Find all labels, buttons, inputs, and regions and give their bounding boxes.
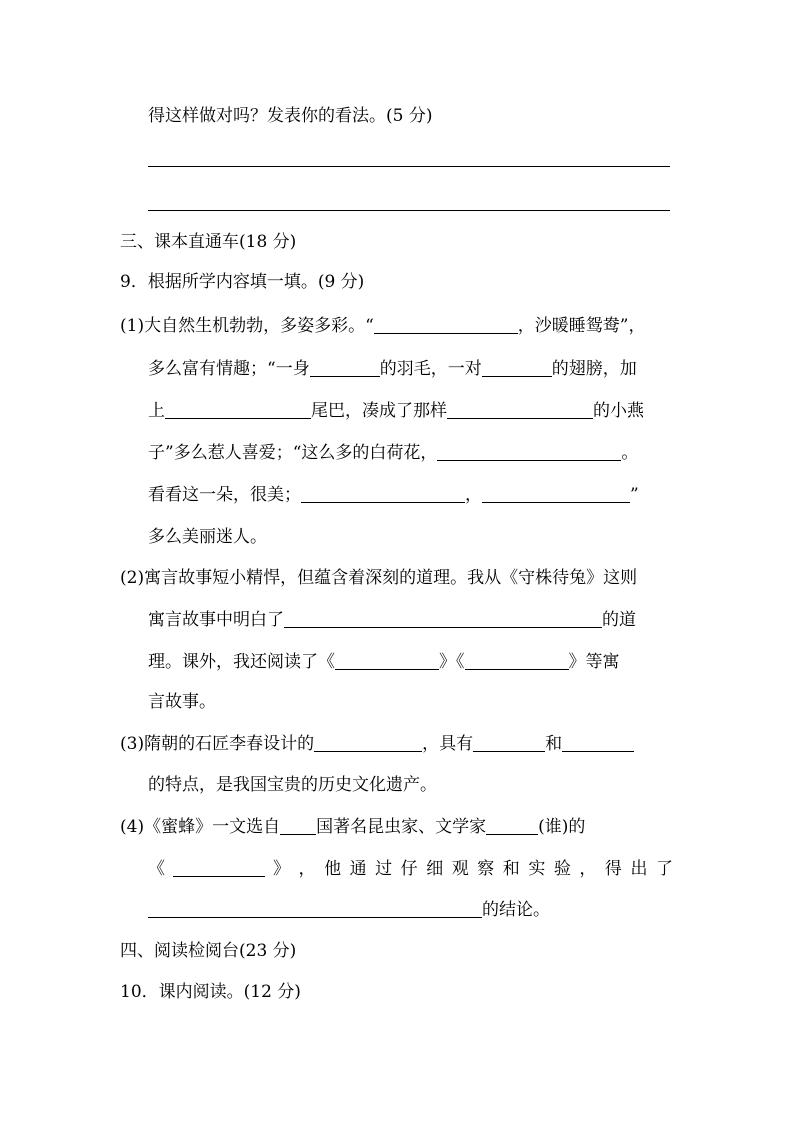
q9-p2-text: 寓言故事中明白了 xyxy=(148,610,284,630)
intro-line: 得这样做对吗？发表你的看法。(5 分) xyxy=(148,106,433,126)
q9-p4-line2 xyxy=(148,857,673,881)
q9-p2-line1: (2)寓言故事短小精悍，但蕴含着深刻的道理。我从《守株待兔》这则 xyxy=(120,568,638,588)
q9-p2-text: 理。课外，我还阅读了《 xyxy=(148,652,335,672)
fill-blank[interactable] xyxy=(562,733,634,752)
fill-blank[interactable] xyxy=(148,899,482,918)
q9-p4-text: (4)《蜜蜂》一文选自 xyxy=(120,817,281,837)
q9-p4-char: ， xyxy=(579,859,597,879)
q9-p4-line1 xyxy=(120,815,585,839)
q9-p3-text: ，具有 xyxy=(422,734,474,754)
q9-p1-line3 xyxy=(148,399,644,423)
q9-p1-text: ” xyxy=(630,485,639,505)
q9-p1-line6: 多么美丽迷人。 xyxy=(148,527,267,547)
fill-blank[interactable] xyxy=(447,400,593,419)
q9-p2-line2 xyxy=(148,608,636,632)
fill-blank[interactable] xyxy=(314,733,422,752)
fill-blank[interactable] xyxy=(173,858,265,877)
q9-p1-text: ，沙暖睡鸳鸯”， xyxy=(517,316,646,336)
q9-p1-line2 xyxy=(148,357,637,381)
q9-p4-char: ， xyxy=(298,859,316,879)
q9-p1-line5 xyxy=(148,483,639,507)
fill-blank[interactable] xyxy=(465,651,569,670)
q9-p1-line1 xyxy=(120,314,645,338)
q9-p4-char: 察 xyxy=(477,859,495,879)
q9-p2-text: 的道 xyxy=(602,610,636,630)
fill-blank[interactable] xyxy=(165,400,311,419)
fill-blank[interactable] xyxy=(335,651,439,670)
q9-p3-text: (3)隋朝的石匠李春设计的 xyxy=(120,734,315,754)
q9-p1-text: ， xyxy=(465,485,482,505)
q10-title: 10．课内阅读。(12 分) xyxy=(120,982,301,1002)
q9-p1-line4 xyxy=(148,441,638,465)
q9-p4-char: 细 xyxy=(426,859,444,879)
q9-p1-text: 的翅膀，加 xyxy=(551,359,637,379)
section4-heading: 四、阅读检阅台(23 分) xyxy=(120,941,297,961)
q9-p1-text: 上 xyxy=(148,401,165,421)
fill-blank[interactable] xyxy=(486,816,538,835)
q9-p4-char: 得 xyxy=(604,859,622,879)
q9-p2-line3 xyxy=(148,650,620,674)
q9-p1-text: 的羽毛，一对 xyxy=(379,359,482,379)
q9-p4-char: 了 xyxy=(655,859,673,879)
q9-p1-text: 尾巴，凑成了那样 xyxy=(311,401,447,421)
answer-line-2[interactable] xyxy=(148,210,670,211)
q9-p4-text: 的结论。 xyxy=(482,900,550,920)
q9-p4-char: 实 xyxy=(528,859,546,879)
answer-line-1[interactable] xyxy=(148,166,670,167)
q9-p1-text: 子”多么惹人喜爱；“这么多的白荷花， xyxy=(148,443,438,463)
q9-p4-char: 过 xyxy=(375,859,393,879)
q9-p1-text: 的小燕 xyxy=(593,401,644,421)
q9-p3-line2: 的特点，是我国宝贵的历史文化遗产。 xyxy=(148,775,437,795)
q9-p4-bracket: 《 xyxy=(148,859,165,879)
q9-p4-char: 通 xyxy=(349,859,367,879)
q9-p1-text: 看看这一朵，很美； xyxy=(148,485,301,505)
q9-p1-text: (1)大自然生机勃勃，多姿多彩。“ xyxy=(120,316,374,336)
q9-p4-char: 验 xyxy=(553,859,571,879)
q9-p4-line3 xyxy=(148,898,550,922)
q9-p4-char: 和 xyxy=(502,859,520,879)
fill-blank[interactable] xyxy=(482,358,552,377)
q9-title: 9．根据所学内容填一填。(9 分) xyxy=(120,272,365,292)
q9-p4-char: 出 xyxy=(630,859,648,879)
fill-blank[interactable] xyxy=(473,733,545,752)
q9-p4-text: (谁)的 xyxy=(538,817,586,837)
q9-p1-text: 。 xyxy=(621,443,639,463)
q9-p2-text: 》《 xyxy=(439,652,465,672)
q9-p3-text: 和 xyxy=(545,734,563,754)
fill-blank[interactable] xyxy=(301,484,465,503)
q9-p4-text xyxy=(148,857,290,881)
q9-p4-char: 观 xyxy=(451,859,469,879)
q9-p4-text: 国著名昆虫家、文学家 xyxy=(316,817,487,837)
fill-blank[interactable] xyxy=(310,358,380,377)
q9-p4-bracket: 》 xyxy=(273,859,290,879)
q9-p3-line1 xyxy=(120,732,634,756)
section3-heading: 三、课本直通车(18 分) xyxy=(120,232,297,252)
fill-blank[interactable] xyxy=(482,484,630,503)
fill-blank[interactable] xyxy=(374,315,518,334)
q9-p2-line4: 言故事。 xyxy=(148,692,216,712)
q9-p4-char: 他 xyxy=(324,859,342,879)
q9-p2-text: 》等寓 xyxy=(568,652,620,672)
fill-blank[interactable] xyxy=(280,816,316,835)
fill-blank[interactable] xyxy=(284,609,602,628)
fill-blank[interactable] xyxy=(437,442,621,461)
q9-p4-char: 仔 xyxy=(400,859,418,879)
q9-p1-text: 多么富有情趣；“一身 xyxy=(148,359,310,379)
